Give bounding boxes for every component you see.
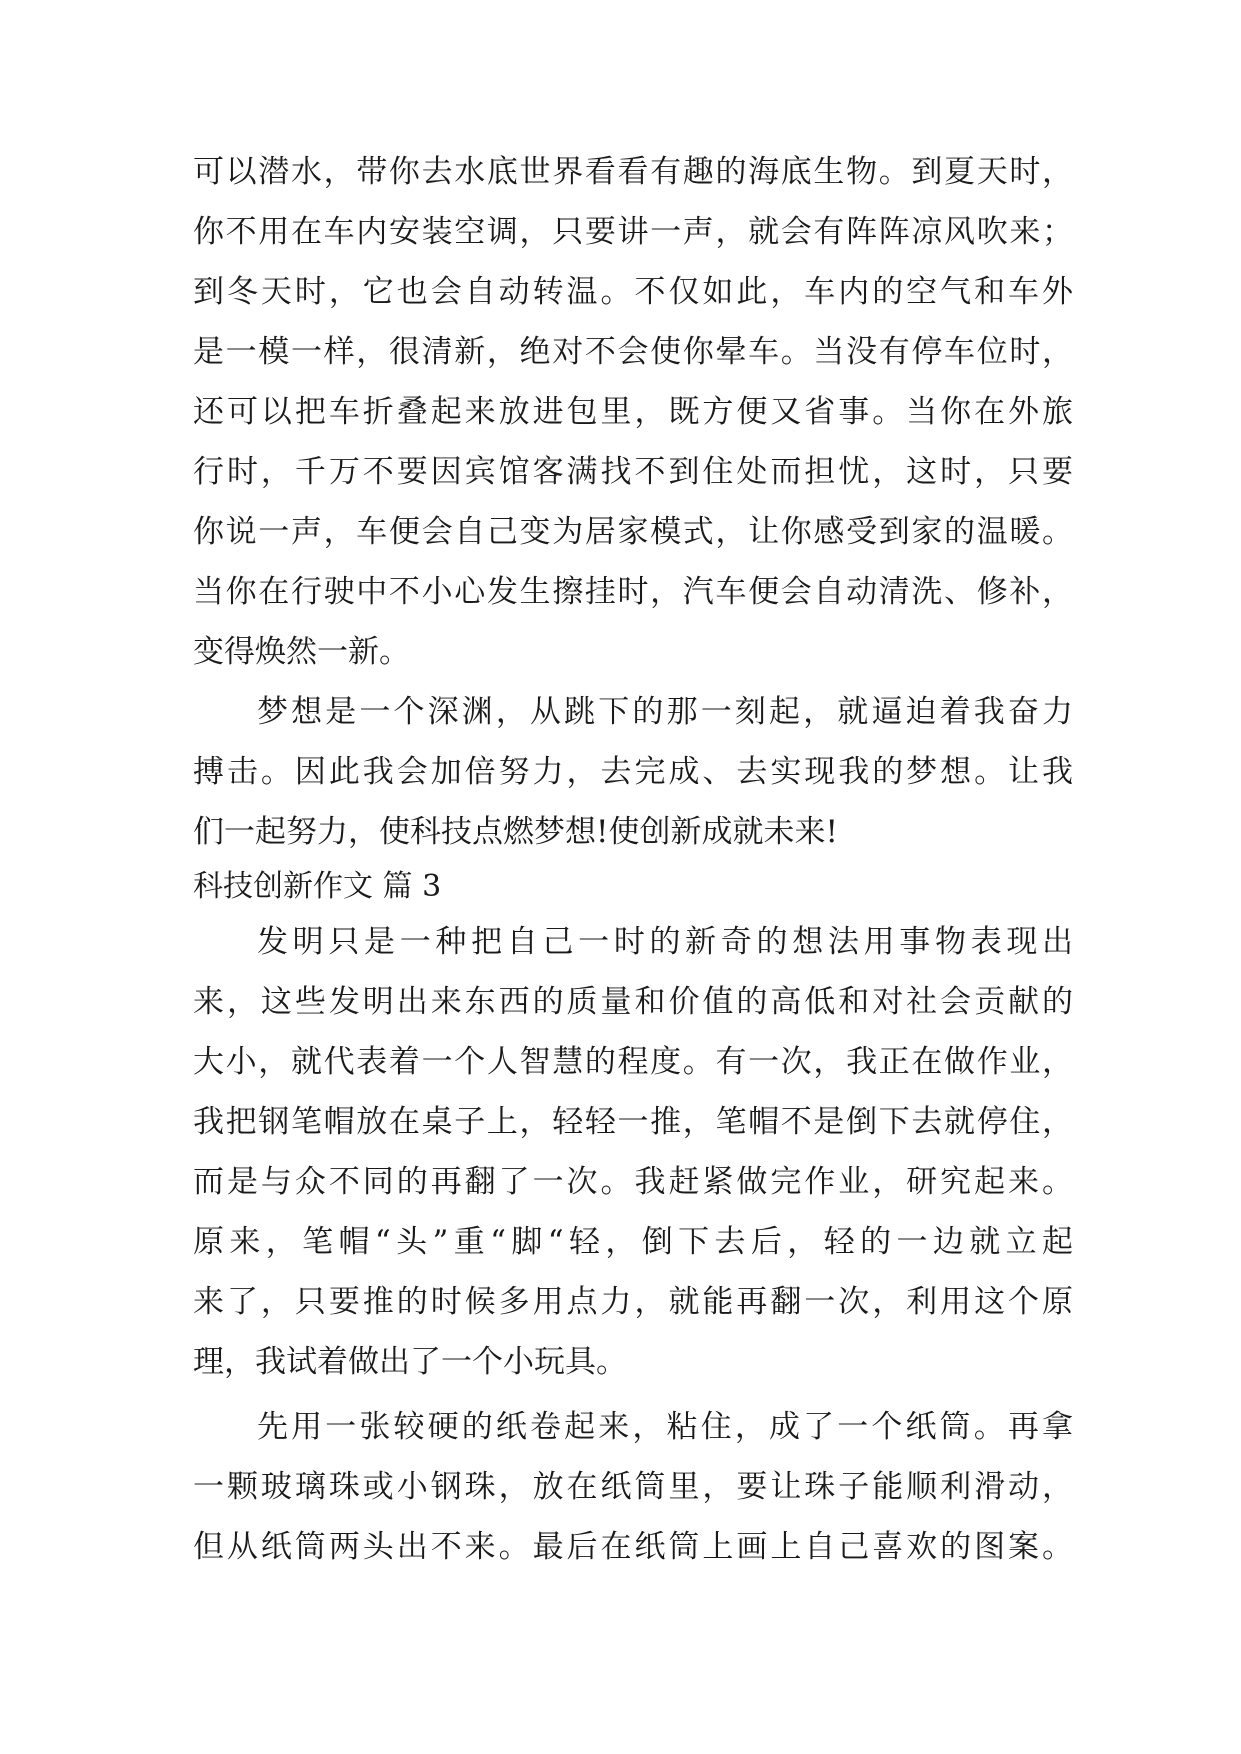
paragraph-line: 变得焕然一新。 xyxy=(193,634,410,670)
paragraph-line: 我把钢笔帽放在桌子上，轻轻一推，笔帽不是倒下去就停住， xyxy=(193,1104,1073,1140)
paragraph-line: 理，我试着做出了一个小玩具。 xyxy=(193,1344,627,1380)
paragraph-line: 先用一张较硬的纸卷起来，粘住，成了一个纸筒。再拿 xyxy=(257,1409,1073,1445)
paragraph-line: 到冬天时，它也会自动转温。不仅如此，车内的空气和车外 xyxy=(193,274,1073,310)
paragraph-line: 原来，笔帽“头”重“脚“轻，倒下去后，轻的一边就立起 xyxy=(193,1224,1073,1260)
paragraph-line: 是一模一样，很清新，绝对不会使你晕车。当没有停车位时， xyxy=(193,334,1073,370)
paragraph-line: 梦想是一个深渊，从跳下的那一刻起，就逼迫着我奋力 xyxy=(257,694,1073,730)
paragraph-line: 大小，就代表着一个人智慧的程度。有一次，我正在做作业， xyxy=(193,1044,1073,1080)
paragraph-line: 可以潜水，带你去水底世界看看有趣的海底生物。到夏天时， xyxy=(193,154,1073,190)
paragraph-line: 来了，只要推的时候多用点力，就能再翻一次，利用这个原 xyxy=(193,1284,1073,1320)
paragraph-line: 们一起努力，使科技点燃梦想!使创新成就未来! xyxy=(193,814,838,850)
paragraph-line: 一颗玻璃珠或小钢珠，放在纸筒里，要让珠子能顺利滑动， xyxy=(193,1469,1073,1505)
paragraph-line: 但从纸筒两头出不来。最后在纸筒上画上自己喜欢的图案。 xyxy=(193,1529,1073,1565)
paragraph-line: 当你在行驶中不小心发生擦挂时，汽车便会自动清洗、修补， xyxy=(193,574,1073,610)
section-heading: 科技创新作文 篇 3 xyxy=(193,869,442,904)
paragraph-line: 而是与众不同的再翻了一次。我赶紧做完作业，研究起来。 xyxy=(193,1164,1073,1200)
paragraph-line: 搏击。因此我会加倍努力，去完成、去实现我的梦想。让我 xyxy=(193,754,1073,790)
paragraph-line: 你不用在车内安装空调，只要讲一声，就会有阵阵凉风吹来； xyxy=(193,214,1073,250)
paragraph-line: 你说一声，车便会自己变为居家模式，让你感受到家的温暖。 xyxy=(193,514,1073,550)
paragraph-line: 还可以把车折叠起来放进包里，既方便又省事。当你在外旅 xyxy=(193,394,1073,430)
paragraph-line: 行时，千万不要因宾馆客满找不到住处而担忧，这时，只要 xyxy=(193,454,1073,490)
paragraph-line: 发明只是一种把自己一时的新奇的想法用事物表现出 xyxy=(257,924,1073,960)
paragraph-line: 来，这些发明出来东西的质量和价值的高低和对社会贡献的 xyxy=(193,984,1073,1020)
